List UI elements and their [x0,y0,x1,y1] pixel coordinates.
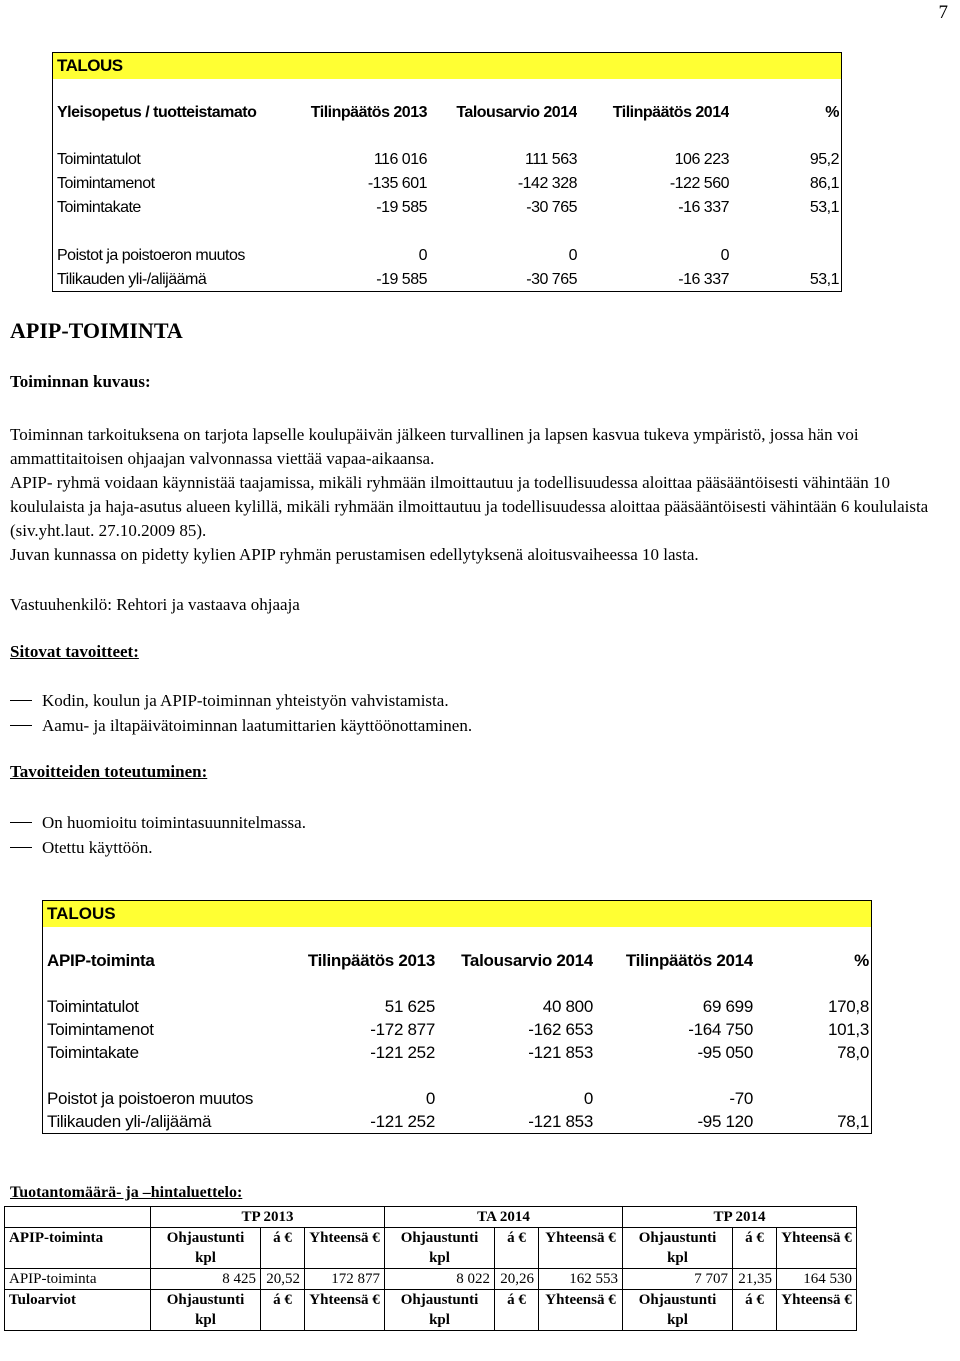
description-paragraph: Toiminnan tarkoituksena on tarjota lapselle koulupäivän jälkeen turvallinen ja lapsen kasvua tukeva ympäristö, jossa hän voi ammattitaitoisen ohjaajan valvonnassa viettää vapaa-aikaansa. [10,425,859,468]
value-cell: -121 853 [528,1112,593,1131]
value-cell [753,1087,869,1110]
row-label: Tilikauden yli-/alijäämä [47,1112,212,1131]
list-item-text: Otettu käyttöön. [42,838,153,857]
column-header: Ohjaustunti kpl [385,1228,495,1269]
value-cell: 20,26 [495,1269,539,1290]
value-cell: -121 252 [370,1112,435,1131]
value-cell: -70 [729,1089,753,1108]
column-header: Yhteensä € [777,1290,857,1331]
value-cell: 69 699 [702,997,753,1016]
finance-row [53,172,839,196]
finance-header-row [53,101,839,125]
header-cell: Talousarvio 2014 [461,951,593,970]
finance-grid-operating [53,148,839,220]
finance-row [53,196,839,220]
value-cell: 0 [568,247,577,264]
column-header: Ohjaustunti kpl [623,1290,733,1331]
column-header: Ohjaustunti kpl [151,1290,261,1331]
finance-grid [43,949,869,972]
value-cell: 21,35 [733,1269,777,1290]
row-label: Tilikauden yli-/alijäämä [57,271,207,288]
finance-row [43,995,869,1018]
value-cell: 51 625 [384,997,435,1016]
value-cell: 78,1 [837,1112,869,1131]
period-header: TP 2014 [623,1207,857,1228]
list-item [10,810,306,835]
list-item-text: Aamu- ja iltapäivätoiminnan laatumittarien käyttöönottaminen. [42,716,473,735]
header-cell: Tilinpäätös 2013 [310,104,427,121]
realization-heading: Tavoitteiden toteutuminen: [10,762,208,781]
column-header: á € [261,1290,305,1331]
section-title: APIP-TOIMINTA [10,318,183,343]
description [10,423,940,567]
value-cell: -162 653 [528,1020,593,1039]
value-cell: -122 560 [669,175,729,192]
value-cell: -121 252 [370,1043,435,1062]
value-cell: -30 765 [526,271,577,288]
header-cell: % [825,104,839,121]
column-header: Ohjaustunti kpl [151,1228,261,1269]
finance-title: TALOUS [43,901,871,927]
row-label: Toimintatulot [57,151,141,168]
value-cell: -19 585 [376,199,427,216]
row-label: APIP-toiminta [5,1269,151,1290]
finance-table-apip [42,900,872,1134]
finance-grid [53,101,839,125]
value-cell: 86,1 [809,175,839,192]
empty-cell [5,1207,151,1228]
value-cell: 106 223 [674,151,729,168]
description-paragraph: APIP- ryhmä voidaan käynnistää taajamissa, mikäli ryhmään ilmoittautuu ja todellisuudessa aloittaa pääsääntöisesti vähintään 10 koululaista ja haja-asutus alueen kylillä, mikäli ryhmään ilmoittautuu ja todellisuudessa aloittaa pääsääntöisesti vähintään 6 koululaista (siv.yht.laut. 27.10.2009 85). [10,473,929,540]
finance-row [43,1087,869,1110]
list-item [10,688,472,713]
column-header: á € [733,1228,777,1269]
value-cell: -19 585 [376,271,427,288]
responsible-person: Vastuuhenkilö: Rehtori ja vastaava ohjaaja [10,595,300,614]
row-label: Toimintamenot [57,175,155,192]
list-item-text: Kodin, koulun ja APIP-toiminnan yhteistyön vahvistamista. [42,691,449,710]
value-cell: -95 120 [697,1112,753,1131]
value-cell: 95,2 [809,151,839,168]
header-cell: Tilinpäätös 2014 [612,104,729,121]
column-header: á € [495,1290,539,1331]
row-label: Toimintakate [57,199,141,216]
value-cell: -95 050 [697,1043,753,1062]
value-cell: 20,52 [261,1269,305,1290]
value-cell: 0 [583,1089,593,1108]
value-cell: 116 016 [373,151,427,168]
row-label: Toimintamenot [47,1020,154,1039]
data-row [5,1269,857,1290]
column-header: Yhteensä € [305,1228,385,1269]
period-header-row [5,1207,857,1228]
value-cell: 8 425 [151,1269,261,1290]
value-cell: -30 765 [526,199,577,216]
column-header-row [5,1228,857,1269]
value-cell: 53,1 [809,271,839,288]
row-label: Tuloarviot [5,1290,151,1331]
column-header: Yhteensä € [777,1228,857,1269]
finance-header-row [43,949,869,972]
finance-grid-result [43,1087,869,1133]
header-cell: APIP-toiminta [47,951,155,970]
value-cell: 8 022 [385,1269,495,1290]
dash-bullet [10,700,32,701]
value-cell: 101,3 [827,1020,869,1039]
value-cell: 53,1 [809,199,839,216]
value-cell: -16 337 [678,271,729,288]
value-cell: 78,0 [837,1043,869,1062]
value-cell: -142 328 [517,175,577,192]
column-header: Ohjaustunti kpl [623,1228,733,1269]
page-number: 7 [938,2,948,23]
finance-grid-operating [43,995,869,1064]
list-item-text: On huomioitu toimintasuunnitelmassa. [42,813,306,832]
finance-table-general-education [52,52,842,292]
value-cell: 0 [418,247,427,264]
dash-bullet [10,822,32,823]
finance-grid-result [53,244,839,292]
header-cell: Tilinpäätös 2014 [625,951,753,970]
value-cell: 170,8 [827,997,869,1016]
finance-row [53,268,839,292]
row-label: Toimintakate [47,1043,139,1062]
column-header: Yhteensä € [305,1290,385,1331]
column-header: Ohjaustunti kpl [385,1290,495,1331]
period-header: TP 2013 [151,1207,385,1228]
column-header: Yhteensä € [539,1228,623,1269]
value-cell: 40 800 [542,997,593,1016]
production-heading: Tuotantomäärä- ja –hintaluettelo: [10,1184,243,1201]
row-label: Poistot ja poistoeron muutos [47,1089,254,1108]
value-cell: -16 337 [678,199,729,216]
finance-title: TALOUS [53,53,841,79]
dash-bullet [10,725,32,726]
value-cell: 7 707 [623,1269,733,1290]
value-cell: 111 563 [525,151,577,168]
description-paragraph: Juvan kunnassa on pidetty kylien APIP ryhmän perustamisen edellytyksenä aloitusvaiheessa 10 lasta. [10,545,699,564]
header-cell: % [854,951,869,970]
estimate-header-row [5,1290,857,1331]
header-cell: Tilinpäätös 2013 [307,951,435,970]
realization-list [10,810,306,860]
value-cell: -172 877 [370,1020,435,1039]
list-item [10,713,472,738]
section-subtitle: Toiminnan kuvaus: [10,372,151,391]
row-label: Toimintatulot [47,997,139,1016]
finance-row [53,148,839,172]
value-cell: 172 877 [305,1269,385,1290]
goals-heading: Sitovat tavoitteet: [10,642,139,661]
value-cell: 0 [720,247,729,264]
finance-row [53,244,839,268]
header-cell: Yleisopetus / tuotteistamato [57,104,257,121]
value-cell: -121 853 [528,1043,593,1062]
list-item [10,835,306,860]
column-header: Yhteensä € [539,1290,623,1331]
finance-row [43,1041,869,1064]
value-cell: 164 530 [777,1269,857,1290]
row-label: APIP-toiminta [5,1228,151,1269]
finance-row [43,1110,869,1133]
finance-row [43,1018,869,1041]
value-cell: -164 750 [688,1020,753,1039]
production-table [4,1206,857,1331]
goals-list [10,688,472,738]
value-cell: 0 [425,1089,435,1108]
header-cell: Talousarvio 2014 [456,104,577,121]
column-header: á € [733,1290,777,1331]
value-cell [729,244,839,268]
period-header: TA 2014 [385,1207,623,1228]
dash-bullet [10,847,32,848]
value-cell: 162 553 [539,1269,623,1290]
value-cell: -135 601 [367,175,427,192]
row-label: Poistot ja poistoeron muutos [57,247,245,264]
column-header: á € [495,1228,539,1269]
column-header: á € [261,1228,305,1269]
